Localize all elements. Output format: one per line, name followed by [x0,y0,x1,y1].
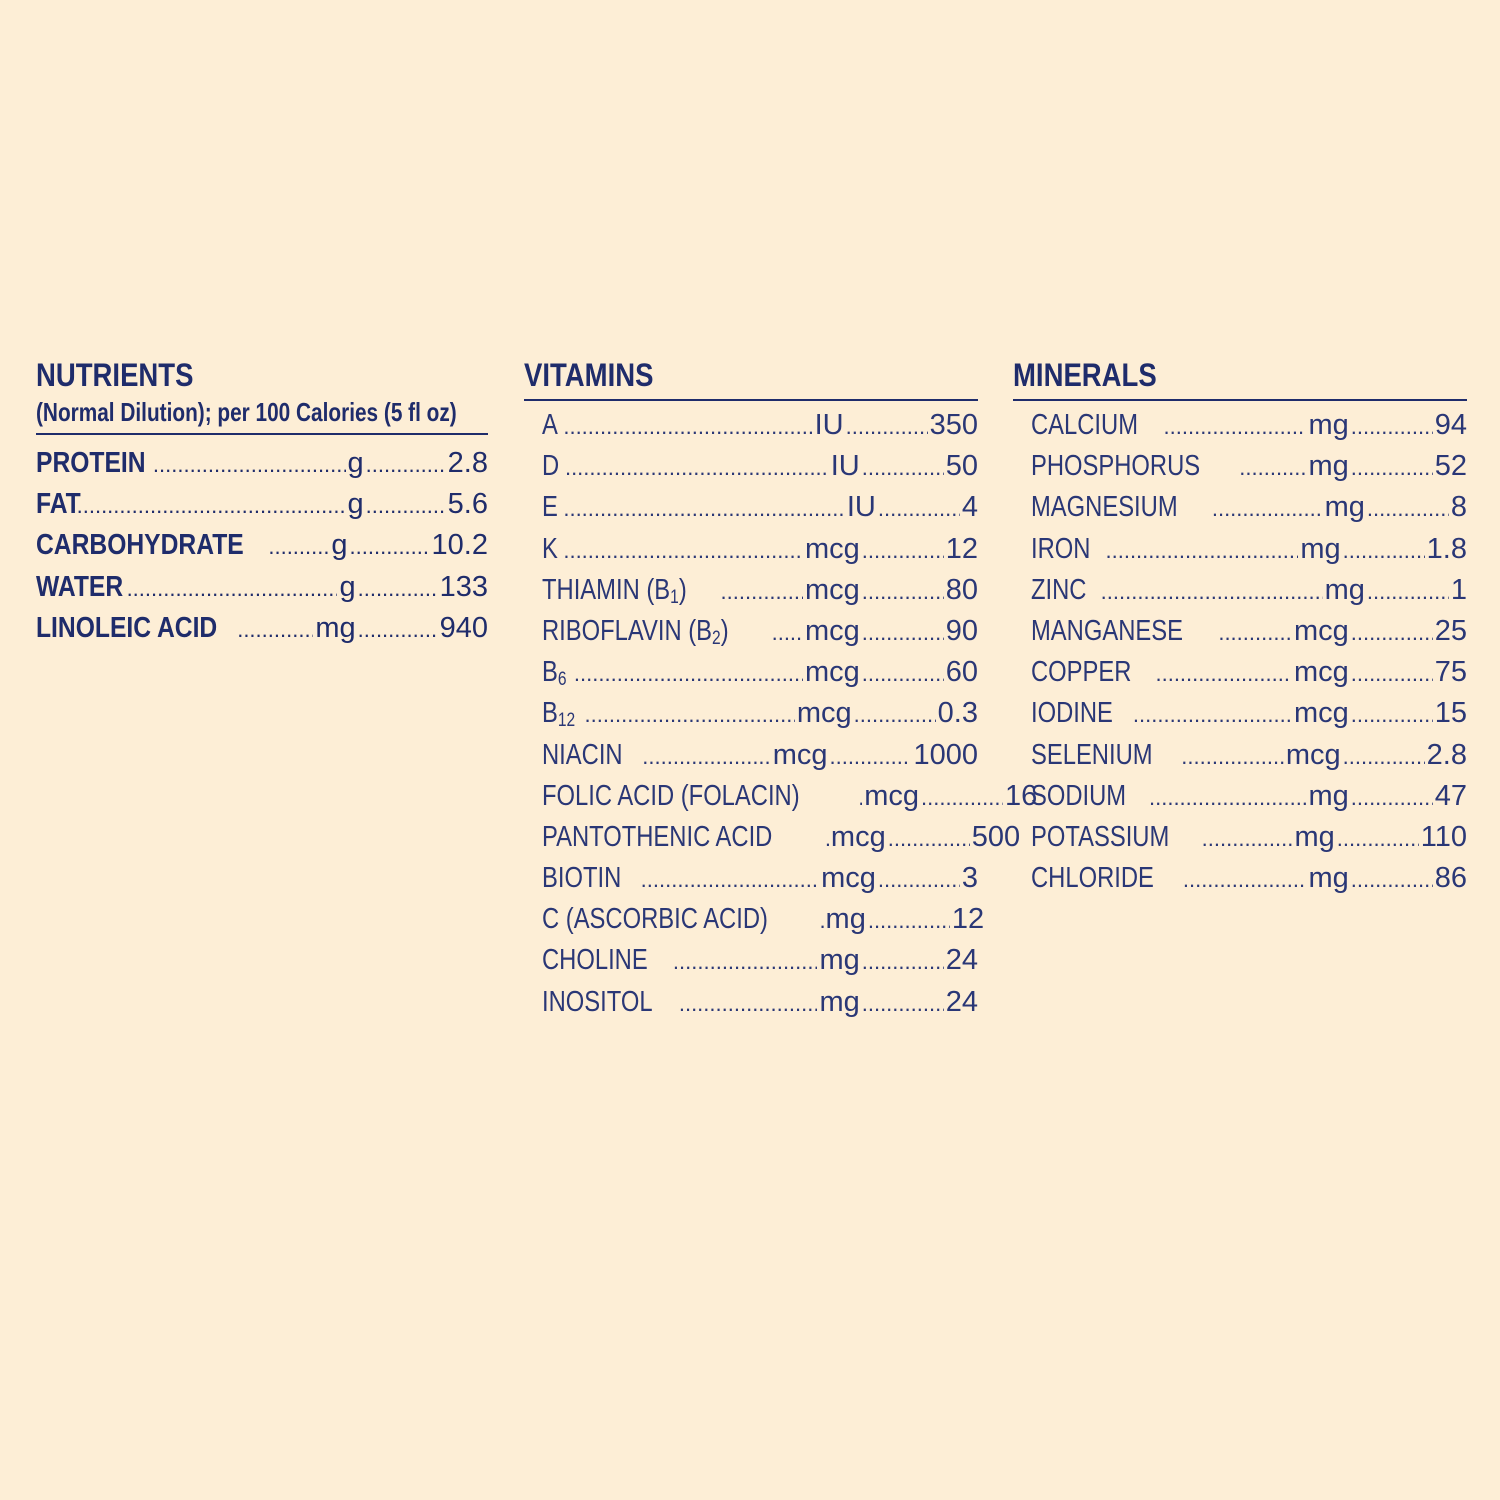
nutrient-value: 3 [961,862,978,895]
nutrient-name [542,409,558,442]
nutrient-name [542,656,567,691]
nutrient-value: 110 [1420,820,1467,853]
dot-leader [854,702,936,728]
minerals-row [1031,491,1467,532]
nutrient-name-text: K [542,532,558,565]
nutrient-name-text: CARBOHYDRATE [36,529,244,562]
minerals-row [1031,574,1467,615]
nutrient-name [36,529,244,562]
dot-leader [1164,414,1307,440]
dot-leader [366,493,446,519]
minerals-row [1031,697,1467,738]
nutrient-name [1031,574,1086,607]
nutrient-name-text: NIACIN [542,738,623,771]
minerals-row [1031,862,1467,903]
dot-leader [862,455,944,481]
dot-leader [721,579,803,605]
nutrient-name-text: MAGNESIUM [1031,491,1178,524]
dot-leader [584,702,794,728]
nutrient-unit: mcg [1293,656,1349,689]
nutrient-value: 50 [945,450,978,483]
nutrient-name-text: B [542,697,558,730]
dot-leader [1351,620,1433,646]
nutrients-row [36,612,488,653]
nutrient-name [1031,821,1169,854]
nutrient-name [542,615,729,650]
nutrient-subscript: 6 [557,669,567,691]
nutrient-name-text: SODIUM [1031,779,1127,812]
nutrient-value: 10.2 [431,529,488,562]
nutrient-name-text: SELENIUM [1031,738,1153,771]
nutrient-name [542,739,623,772]
nutrient-name-text: CHOLINE [542,944,648,977]
nutrient-value: 2.8 [447,447,488,479]
nutrients-column [36,355,488,653]
dot-leader [563,538,803,564]
dot-leader [358,617,438,643]
nutrient-unit: g [339,570,356,603]
dot-leader [1351,661,1433,687]
minerals-column [1013,355,1467,903]
nutrient-name [542,450,559,483]
dot-leader [862,620,944,646]
vitamins-row [542,779,1038,821]
nutrient-name-text: PANTOTHENIC ACID [542,820,773,853]
dot-leader [1155,661,1291,687]
dot-leader [829,744,911,770]
nutrient-value: 90 [945,614,978,647]
nutrient-value: 350 [929,409,978,441]
nutrient-name [542,862,621,895]
vitamins-list [542,409,1038,1027]
nutrient-value: 1 [1450,573,1467,606]
nutrient-value: 94 [1434,409,1467,441]
nutrient-name [542,697,575,732]
dot-leader [862,538,944,564]
nutrient-name-text: E [542,491,558,524]
dot-leader [921,785,1003,811]
nutrient-name [1031,491,1178,524]
nutrient-value: 86 [1434,862,1467,895]
vitamins-column [524,355,1038,1027]
nutrients-heading: NUTRIENTS [36,357,194,393]
dot-leader [820,908,824,934]
nutrient-value: 47 [1434,779,1467,812]
nutrient-value: 60 [945,656,978,689]
nutrient-name [542,944,648,977]
dot-leader [1351,785,1433,811]
nutrient-unit: mg [1294,820,1335,853]
nutrient-name-text: THIAMIN (B [542,573,671,606]
dot-leader [350,534,430,560]
dot-leader [878,496,960,522]
nutrient-name [542,574,687,609]
nutrient-unit: mg [1308,779,1349,812]
dot-leader [237,617,313,643]
vitamins-row [542,656,978,697]
nutrient-unit: mg [1308,862,1349,895]
nutrient-name-text: IRON [1031,532,1091,565]
nutrient-name-text: FAT [36,488,81,521]
nutrient-name-text: C (ASCORBIC ACID) [542,903,768,936]
nutrient-unit: mcg [804,656,860,689]
nutrient-name [1031,862,1154,895]
nutrient-name [36,612,217,645]
dot-leader [153,452,346,478]
minerals-row [1031,821,1467,862]
nutrient-value: 1000 [913,738,978,771]
nutrient-unit: mg [819,985,860,1018]
nutrient-unit: mcg [804,532,860,565]
dot-leader [858,785,862,811]
nutrient-value: 133 [439,570,488,603]
nutrient-value: 8 [1450,491,1467,524]
nutrient-unit: mcg [1293,614,1349,647]
nutrient-unit: g [347,488,364,521]
vitamins-heading: VITAMINS [524,357,654,393]
dot-leader [642,744,770,770]
nutrient-name [542,986,653,1019]
dot-leader [1343,744,1425,770]
nutrients-row [36,529,488,570]
nutrient-value: 1.8 [1426,532,1467,565]
minerals-row [1031,409,1467,450]
dot-leader [574,661,803,687]
nutrient-subscript: 1 [670,586,679,608]
nutrient-name-text: LINOLEIC ACID [36,611,218,644]
dot-leader [1218,620,1292,646]
minerals-divider [1013,399,1467,401]
dot-leader [77,493,346,519]
dot-leader [641,867,819,893]
dot-leader [1183,867,1307,893]
nutrient-name-text: D [542,450,560,483]
dot-leader [679,991,818,1017]
nutrient-name [36,488,81,521]
nutrient-name [36,571,123,604]
nutrients-list [36,447,488,653]
nutrient-name-text: B [542,656,558,689]
minerals-heading: MINERALS [1013,357,1157,393]
dot-leader [862,579,944,605]
dot-leader [862,661,944,687]
nutrient-unit: mg [1300,532,1341,565]
vitamins-row [542,903,985,944]
dot-leader [673,949,818,975]
dot-leader [862,991,944,1017]
nutrient-name [1031,409,1138,442]
minerals-row [1031,450,1467,491]
dot-leader [1367,496,1449,522]
nutrient-name-suffix: ) [720,614,729,647]
nutrient-value: 12 [945,532,978,565]
vitamins-row [542,533,978,574]
minerals-row [1031,739,1467,780]
nutrient-name-text: PHOSPHORUS [1031,450,1201,483]
nutrient-name [1031,450,1200,483]
nutrient-unit: IU [830,450,860,483]
nutrient-name-text: BIOTIN [542,862,622,895]
vitamins-divider [524,399,978,401]
nutrient-name [542,491,558,524]
nutrient-name-text: COPPER [1031,656,1132,689]
dot-leader [358,576,438,602]
dot-leader [868,908,950,934]
nutrient-unit: mcg [864,779,919,812]
nutrient-name [1031,656,1131,689]
nutrient-unit: mg [1308,450,1349,483]
nutrients-subheading: (Normal Dilution); per 100 Calories (5 fl oz) [36,397,457,427]
nutrient-unit: mcg [772,738,828,771]
nutrient-value: 0.3 [937,697,978,730]
dot-leader [1239,455,1306,481]
nutrient-unit: mcg [804,614,860,647]
vitamins-row [542,986,978,1027]
vitamins-row [542,409,978,450]
nutrient-name-text: RIBOFLAVIN (B [542,614,713,647]
vitamins-row [542,615,978,656]
nutrient-name-text: POTASSIUM [1031,820,1170,853]
vitamins-row [542,739,978,780]
nutrient-unit: mg [819,944,860,977]
nutrient-name [1031,533,1090,566]
nutrient-unit: mg [825,903,866,936]
dot-leader [563,496,845,522]
dot-leader [127,576,338,602]
nutrient-value: 5.6 [447,488,488,521]
nutrient-unit: mg [315,611,356,644]
dot-leader [1106,538,1299,564]
nutrient-unit: mcg [804,573,860,606]
nutrient-value: 2.8 [1426,738,1467,771]
vitamins-row [542,450,978,491]
nutrient-value: 25 [1434,614,1467,647]
nutrient-name-text: CHLORIDE [1031,862,1154,895]
dot-leader [1181,744,1284,770]
nutrient-name-text: IODINE [1031,697,1113,730]
dot-leader [1351,414,1433,440]
nutrient-unit: mcg [1285,738,1341,771]
nutrient-name-text: MANGANESE [1031,614,1183,647]
minerals-row [1031,780,1467,821]
dot-leader [862,949,944,975]
dot-leader [366,452,446,478]
nutrient-unit: mg [1324,573,1365,606]
dot-leader [825,826,829,852]
dot-leader [772,620,803,646]
vitamins-row [542,862,978,903]
minerals-list [1031,409,1467,903]
nutrient-value: 940 [439,611,488,644]
nutrient-unit: mg [1308,409,1349,441]
minerals-row [1031,615,1467,656]
nutrient-value: 16 [1005,779,1038,812]
dot-leader [1202,826,1293,852]
dot-leader [846,414,928,440]
dot-leader [1351,702,1433,728]
dot-leader [1212,496,1323,522]
dot-leader [1351,455,1433,481]
nutrient-unit: mcg [830,820,886,853]
nutrient-value: 80 [945,573,978,606]
nutrients-row [36,447,488,488]
nutrient-unit: mcg [821,862,876,895]
vitamins-row [542,574,978,615]
nutrient-subscript: 2 [712,627,721,649]
nutrient-name-text: CALCIUM [1031,409,1139,441]
nutrient-name [542,533,558,566]
dot-leader [1133,702,1292,728]
nutrient-name-text: FOLIC ACID (FOLACIN) [542,779,800,812]
vitamins-row [542,944,978,985]
dot-leader [563,414,812,440]
nutrients-divider [36,433,488,435]
nutrient-name [1031,615,1183,648]
nutrient-unit: IU [814,409,844,441]
nutrient-unit: mcg [1293,697,1349,730]
nutrient-value: 24 [945,944,978,977]
nutrient-value: 500 [971,820,1021,853]
minerals-row [1031,656,1467,697]
nutrient-unit: mg [1324,491,1365,524]
minerals-row [1031,533,1467,574]
nutrient-name-suffix: ) [678,573,687,606]
dot-leader [1343,538,1425,564]
dot-leader [1367,579,1449,605]
nutrient-name [1031,739,1153,772]
nutrient-name [1031,697,1113,730]
nutrient-name [1031,780,1126,813]
vitamins-row [542,820,1021,862]
dot-leader [268,534,329,560]
nutrient-name-text: A [542,409,558,441]
nutrient-unit: g [331,529,348,562]
nutrient-name [542,903,768,936]
dot-leader [888,826,970,852]
nutrient-name [542,821,772,854]
nutrient-name-text: INOSITOL [542,985,653,1018]
nutrient-unit: mcg [796,697,852,730]
nutrient-name-text: PROTEIN [36,447,146,479]
nutrient-name-text: ZINC [1031,573,1087,606]
nutrient-value: 52 [1434,450,1467,483]
dot-leader [1337,826,1419,852]
dot-leader [1351,867,1433,893]
nutrient-name [36,447,146,480]
dot-leader [565,455,829,481]
vitamins-row [542,697,978,738]
nutrient-value: 4 [961,491,978,524]
vitamins-row [542,491,978,532]
nutrient-name-text: WATER [36,570,124,603]
nutrient-unit: g [347,447,364,479]
nutrient-value: 15 [1434,697,1467,730]
dot-leader [1101,579,1323,605]
nutrient-subscript: 12 [557,710,576,732]
dot-leader [878,867,960,893]
dot-leader [1149,785,1306,811]
nutrients-row [36,571,488,612]
nutrient-value: 24 [945,985,978,1018]
nutrient-value: 75 [1434,656,1467,689]
nutrients-row [36,488,488,529]
nutrient-value: 12 [951,903,985,936]
nutrient-name [542,780,800,813]
nutrient-unit: IU [846,491,876,524]
